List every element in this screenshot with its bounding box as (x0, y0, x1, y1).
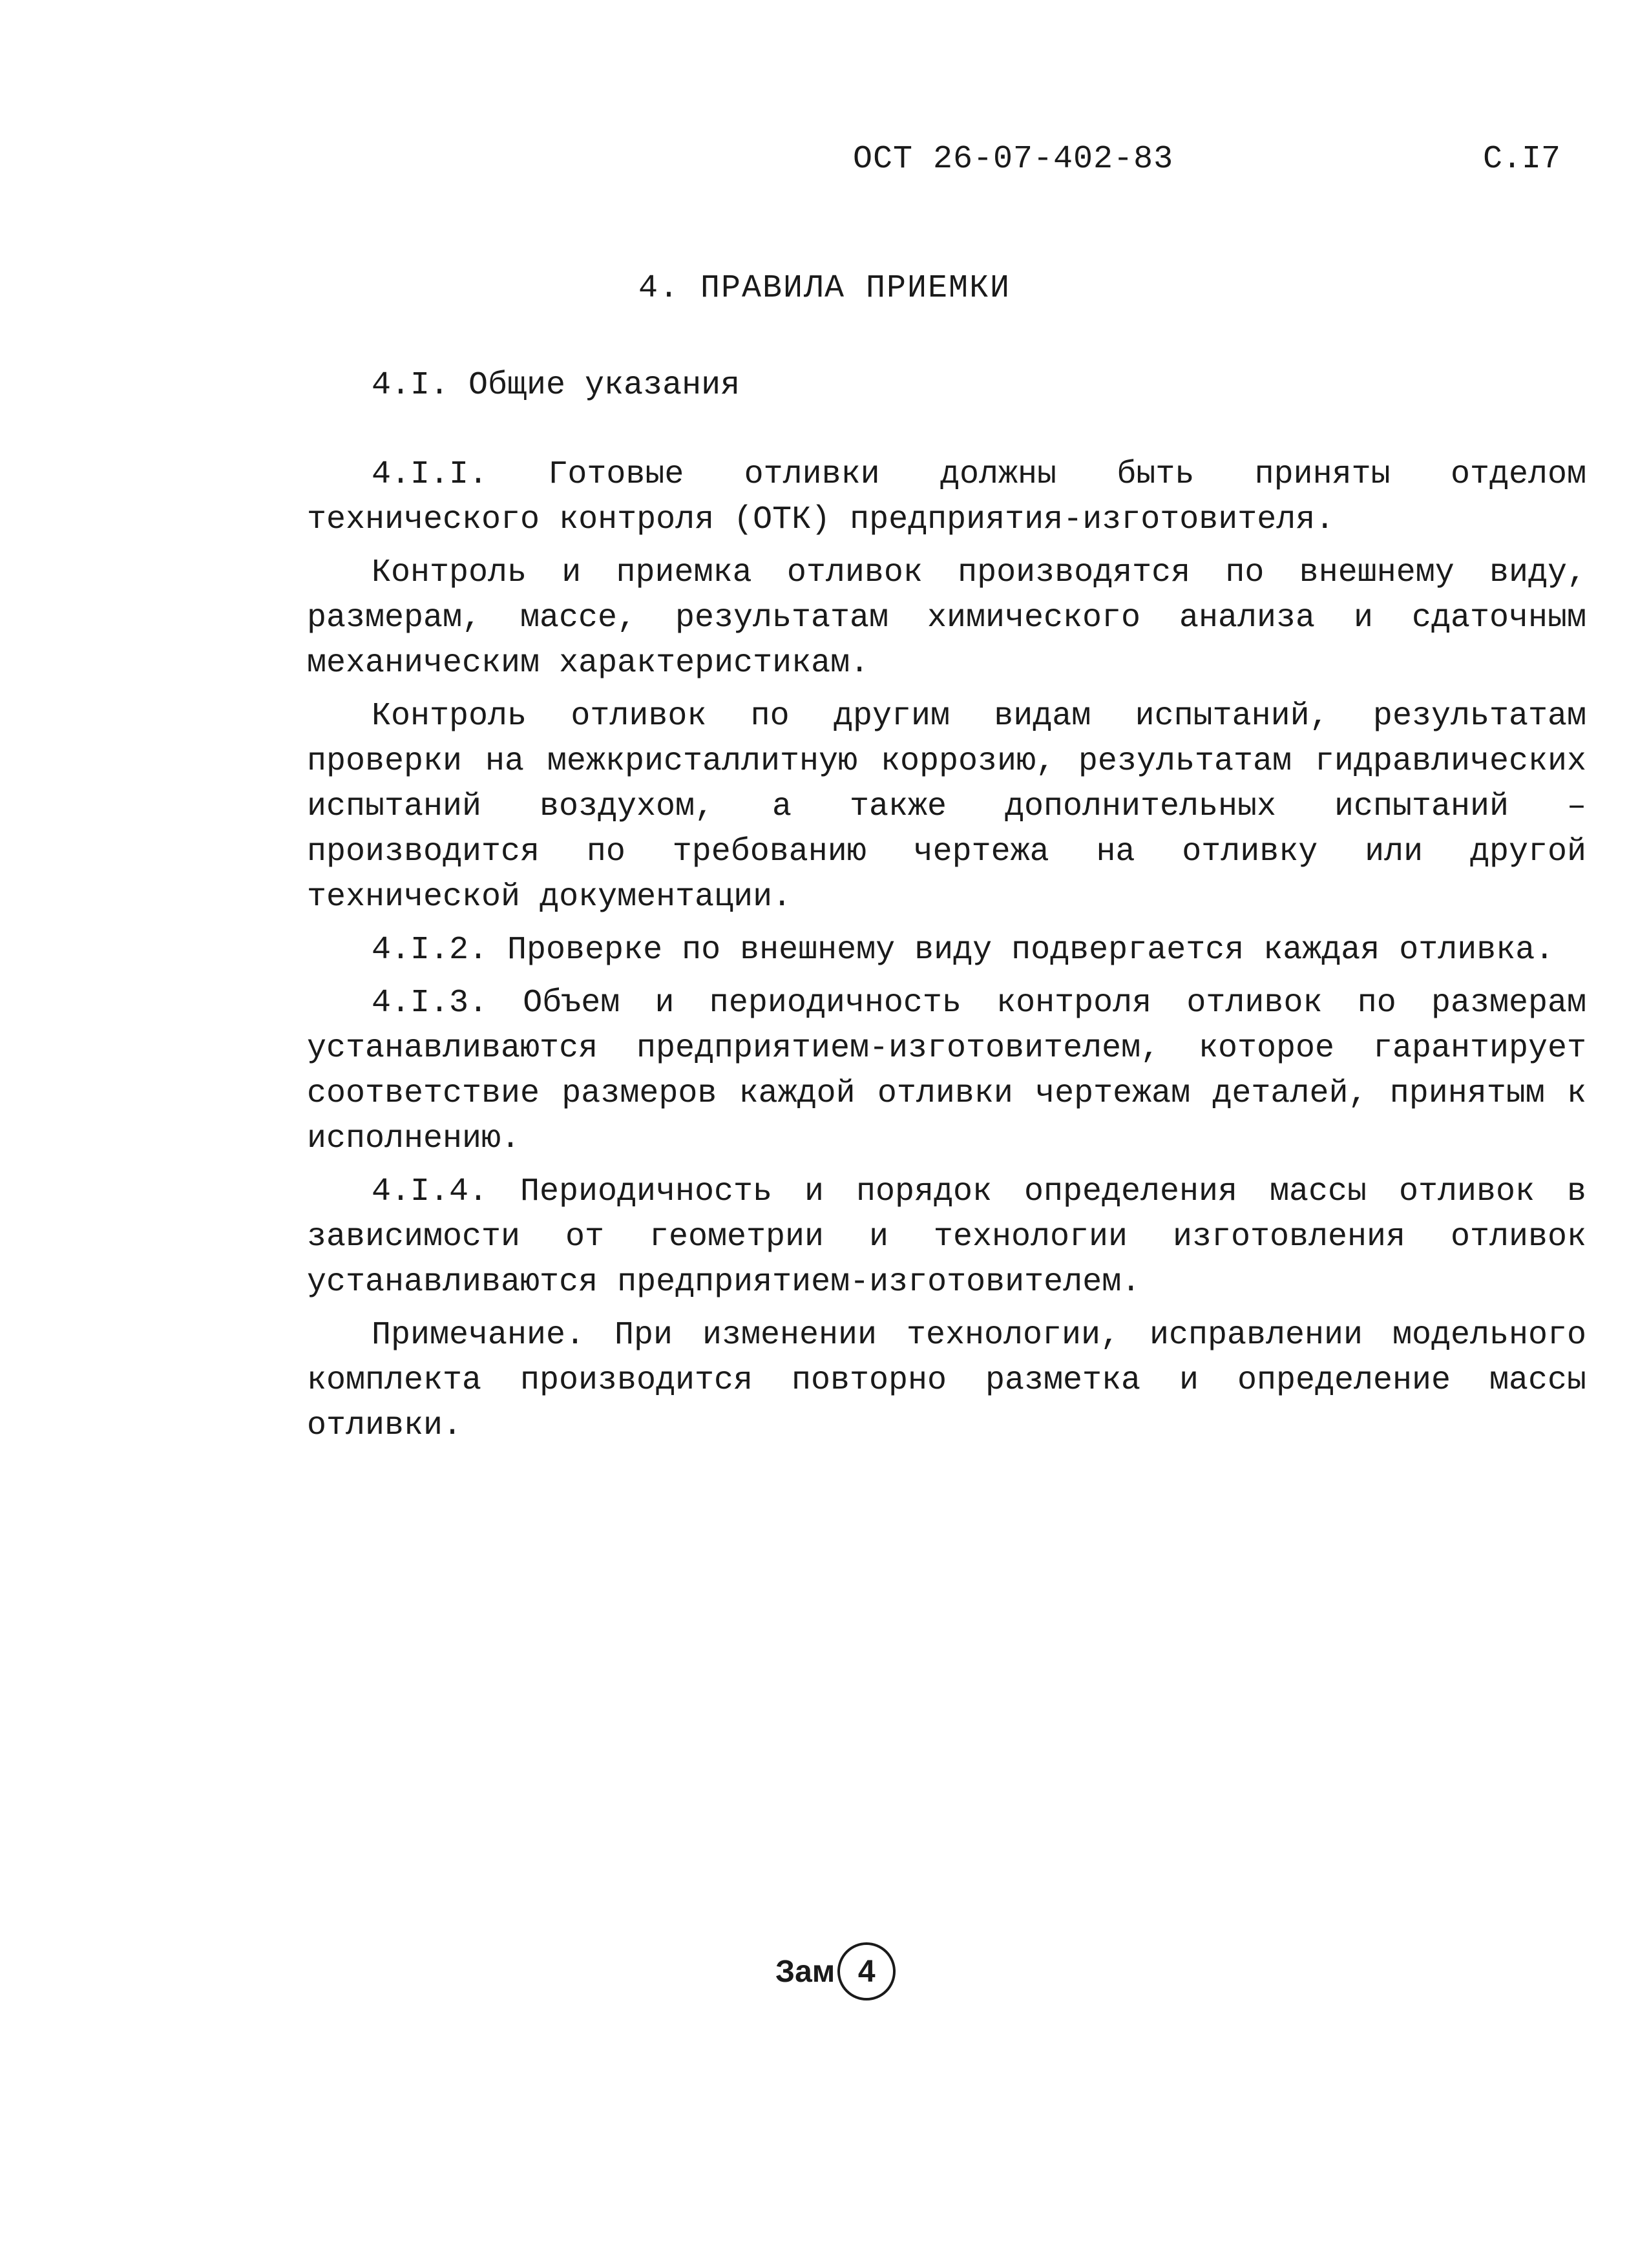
paragraph-4-1-2: 4.I.2. Проверке по внешнему виду подвергается каждая отливка. (372, 932, 1555, 969)
page-header (853, 141, 1560, 193)
paragraph-4-1-3: 4.I.3. Объем и периодичность контроля отливок по размерам устанавливаются предприятием-изготовителем, которое гарантирует соответствие размеров каждой отливки чертежам деталей, принятым к исполнению. (307, 985, 1586, 1157)
paragraph-control-acceptance: Контроль и приемка отливок производятся по внешнему виду, размерам, массе, результатам химического анализа и сдаточным механическим характеристикам. (307, 554, 1586, 682)
paragraph-control-other-tests: Контроль отливок по другим видам испытаний, результатам проверки на межкристаллитную коррозию, результатам гидравлических испытаний воздухом, а также дополнительных испытаний – производится по требованию чертежа на отливку или другой технической документации. (307, 698, 1586, 916)
section-title: 4. ПРАВИЛА ПРИЕМКИ (638, 270, 1011, 307)
note-paragraph: Примечание. При изменении технологии, исправлении модельного комплекта производится повторно разметка и определение массы отливки. (307, 1317, 1586, 1444)
document-code: ОСТ 26-07-402-83 (853, 141, 1174, 178)
subsection-title: 4.I. Общие указания (372, 367, 740, 404)
revision-stamp-label: Зам (775, 1954, 835, 1989)
revision-stamp (775, 1942, 896, 2000)
paragraph-4-1-4: 4.I.4. Периодичность и порядок определения массы отливок в зависимости от геометрии и технологии изготовления отливок устанавливаются предприятием-изготовителем. (307, 1173, 1586, 1301)
body-text (307, 452, 1586, 1456)
revision-stamp-number: 4 (837, 1942, 896, 2000)
paragraph-4-1-1: 4.I.I. Готовые отливки должны быть приняты отделом технического контроля (ОТК) предприятия-изготовителя. (307, 456, 1586, 538)
page-number: С.I7 (1482, 141, 1560, 178)
